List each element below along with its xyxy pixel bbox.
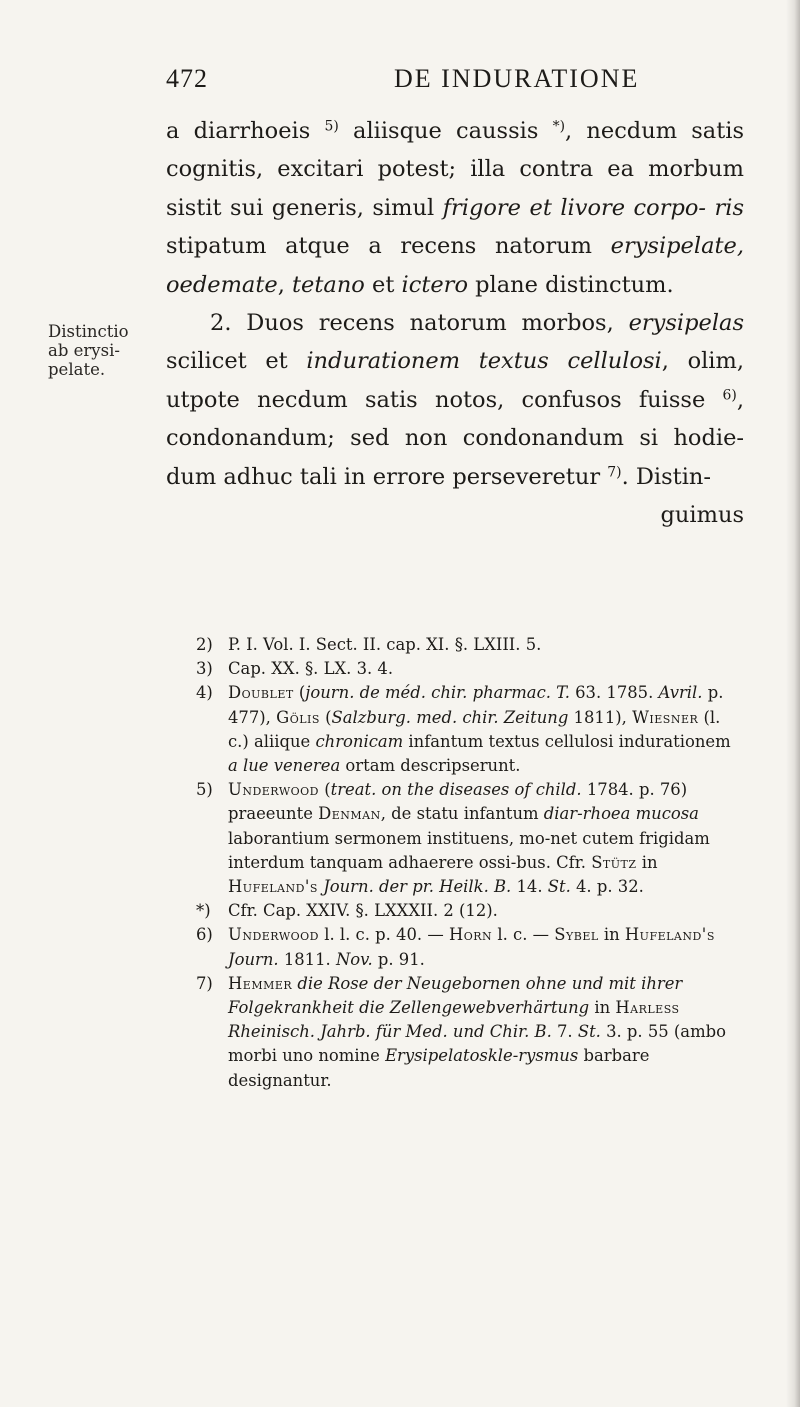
text-run	[706, 195, 715, 221]
text-run: Hemmer	[228, 973, 293, 993]
text-run: diar-rhoea mucosa	[543, 804, 699, 824]
text-run: Journ.	[228, 949, 279, 969]
footnote	[196, 681, 736, 778]
footnote-text	[228, 925, 715, 968]
paragraph-1	[166, 112, 744, 304]
text-run: ris	[714, 194, 745, 221]
text-run: aliisque caussis	[338, 118, 553, 144]
text-run: St.	[547, 877, 571, 897]
text-run: indurationem textus cellulosi	[306, 348, 662, 375]
text-run: 7.	[551, 1022, 578, 1042]
text-run: Doublet	[228, 683, 294, 703]
text-run: tetano	[292, 271, 365, 298]
text-run: 1811.	[278, 949, 336, 969]
text-run: (	[319, 707, 332, 727]
text-run: Hufeland's	[624, 925, 715, 945]
footnote	[196, 899, 736, 923]
running-header	[166, 64, 726, 100]
text-run: Cap. XX. §. LX. 3. 4.	[228, 659, 394, 679]
text-run: p. 91.	[372, 949, 425, 969]
text-run: chronicam	[315, 731, 404, 751]
footnote-number: 4)	[196, 683, 213, 703]
footnote	[196, 657, 736, 681]
footnote	[196, 972, 736, 1093]
text-run: Hufeland's	[228, 877, 318, 897]
footnote-number: 7)	[196, 973, 213, 993]
text-run: barbare designantur.	[228, 1046, 650, 1090]
margin-note	[48, 322, 158, 379]
text-run: 5)	[324, 118, 339, 135]
paragraph-2	[166, 304, 744, 496]
text-run: Salzburg. med. chir. Zeitung	[331, 707, 569, 727]
main-text	[166, 112, 744, 534]
footnote-text	[228, 974, 726, 1090]
text-run: Cfr. Cap. XXIV. §. LXXXII. 2 (12).	[228, 901, 498, 921]
text-run: frigore	[442, 194, 521, 221]
text-run: in	[598, 925, 625, 945]
footnote-number: 6)	[196, 925, 213, 945]
text-run: Denman	[318, 804, 381, 824]
text-run: Underwood	[228, 780, 319, 800]
text-run: , de statu infantum	[380, 804, 544, 824]
text-run: 6)	[722, 387, 737, 404]
text-run: Wiesner	[632, 707, 699, 727]
margin-note-line: ab erysi-	[48, 341, 120, 360]
text-run: journ. de méd. chir. pharmac. T.	[305, 683, 570, 703]
text-run: Harless	[615, 998, 680, 1018]
footnote-text	[228, 683, 731, 775]
margin-note-line: pelate.	[48, 360, 106, 379]
text-run: Horn	[448, 925, 493, 945]
footnote-text	[228, 635, 541, 654]
text-run: (	[319, 780, 331, 800]
text-run: a lue venerea	[228, 756, 341, 776]
text-run: plane distinctum.	[468, 271, 674, 298]
text-run: erysipelate,	[610, 233, 744, 260]
text-run: et	[364, 271, 402, 298]
text-run: ,	[277, 271, 292, 298]
running-title: DE INDURATIONE	[394, 64, 640, 93]
text-run: Rheinisch. Jahrb. für Med. und Chir. B.	[228, 1022, 552, 1042]
text-run: Nov.	[335, 949, 373, 969]
text-run: laborantium sermonem instituens, mo-net cutem frigidam interdum tanquam adhaerere ossi-bus. Cfr.	[228, 828, 710, 872]
footnote-number: *)	[196, 901, 211, 921]
text-run: Journ. der pr. Heilk. B.	[323, 877, 512, 897]
text-run: stipatum atque a recens natorum	[166, 233, 611, 260]
text-run: *)	[552, 118, 566, 135]
text-run: 1784. p. 76) praeeunte	[228, 780, 688, 824]
text-run: oedemate	[166, 271, 278, 298]
text-run: (l. c.) aliique	[228, 707, 721, 751]
text-run: Avril.	[658, 683, 703, 703]
page-edge-shadow	[786, 0, 800, 1407]
footnote-number: 5)	[196, 780, 213, 800]
footnote	[196, 633, 736, 657]
text-run: (	[293, 683, 306, 703]
text-run: treat. on the diseases of child.	[330, 780, 582, 800]
page-number: 472	[166, 64, 208, 93]
text-run: l. c. —	[492, 925, 555, 945]
text-run	[521, 195, 530, 221]
footnotes	[196, 633, 736, 1093]
margin-note-line: Distinctio	[48, 322, 129, 341]
footnote-text	[228, 659, 393, 678]
footnote-number: 2)	[196, 635, 213, 654]
text-run: ictero	[401, 271, 468, 298]
footnote-text	[228, 901, 498, 920]
text-run: erysipelas	[628, 310, 744, 337]
text-run: , necdum satis cognitis, excitari potest; illa contra ea morbum sistit sui generis, simul	[166, 118, 745, 221]
text-run: Stütz	[591, 852, 637, 872]
footnote	[196, 923, 736, 971]
text-run: Sybel	[554, 925, 599, 945]
text-run: 63. 1785.	[569, 683, 659, 703]
text-run: in	[589, 998, 616, 1018]
text-run: infantum textus cellulosi indurationem	[403, 731, 731, 751]
text-run: 14.	[511, 877, 548, 897]
text-run: 3. p. 55 (ambo morbi uno nomine	[228, 1022, 726, 1066]
text-run: p. 477),	[228, 683, 724, 727]
text-run: ortam descripserunt.	[340, 756, 521, 776]
text-run: l. l. c. p. 40. —	[319, 925, 449, 945]
text-run: , condonandum; sed non condonandum si hodie-dum adhuc tali in errore perseveretur	[166, 386, 744, 490]
text-run: Erysipelatoskle-rysmus	[385, 1046, 579, 1066]
text-run: St.	[577, 1022, 601, 1042]
footnote	[196, 778, 736, 899]
paragraph-2-end: guimus	[660, 502, 744, 529]
text-run: die Rose der Neugebornen ohne und mit ihrer Folgekrankheit die Zellengewebverhärtung	[228, 973, 683, 1018]
text-run: Underwood	[228, 925, 319, 945]
text-run: P. I. Vol. I. Sect. II. cap. XI. §. LXIII. 5.	[228, 635, 542, 654]
text-run: 4. p. 32.	[570, 877, 644, 897]
text-run: . Distin-	[621, 463, 711, 490]
text-run: in	[636, 852, 658, 872]
text-run: a diarrhoeis	[166, 118, 325, 144]
text-run: 7)	[607, 463, 622, 480]
text-run: 2. Duos recens natorum morbos,	[210, 310, 629, 337]
text-run: et livore corpo-	[529, 194, 707, 221]
text-run: scilicet et	[166, 348, 307, 375]
text-run: 1811),	[568, 707, 633, 727]
footnote-text	[228, 780, 710, 896]
text-run: , olim, utpote necdum satis notos, confusos fuisse	[166, 348, 744, 413]
footnote-number: 3)	[196, 659, 213, 679]
text-run: Gölis	[276, 707, 320, 727]
